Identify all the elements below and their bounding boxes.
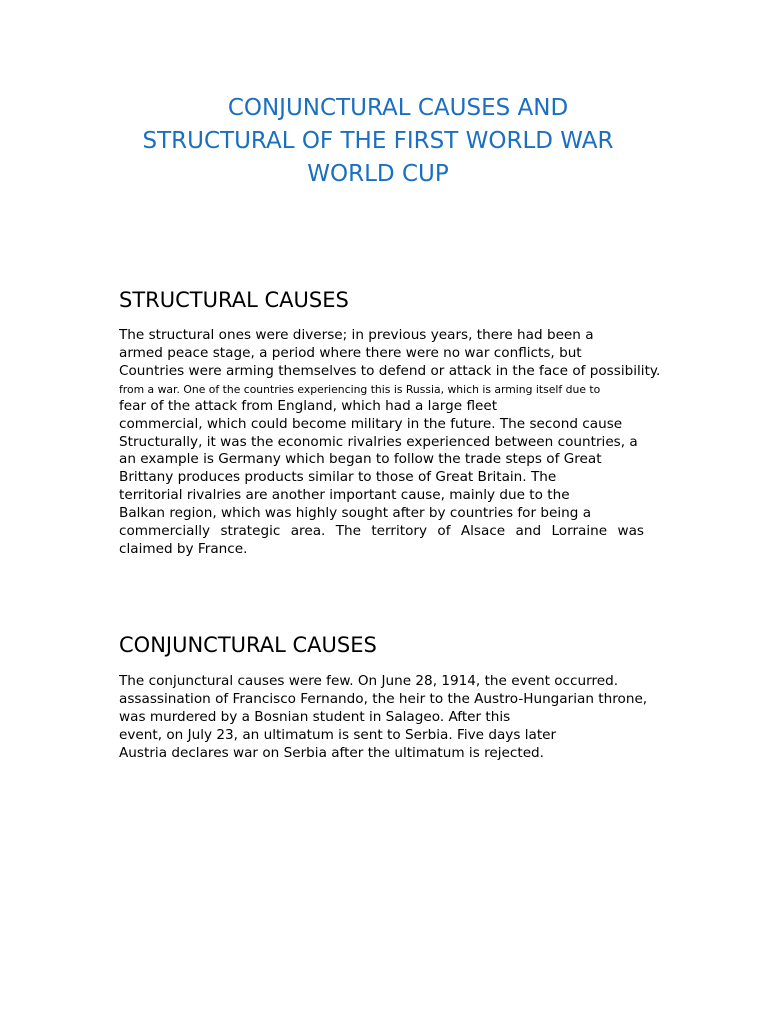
text-line: claimed by France. [119, 540, 248, 557]
text-line: The structural ones were diverse; in previous years, there had been a [119, 327, 594, 343]
text-line: commercially strategic area. The territory of Alsace and Lorraine was [119, 523, 644, 540]
text-line: Structurally, it was the economic rivalries experienced between countries, a [119, 433, 638, 450]
text-line: Balkan region, which was highly sought after by countries for being a [119, 505, 592, 522]
text-line: Countries were arming themselves to defend or attack in the face of possibility. [119, 362, 661, 379]
title-line-1: CONJUNCTURAL CAUSES AND [227, 95, 569, 121]
text-line: from a war. One of the countries experiencing this is Russia, which is arming itself due to [119, 382, 601, 396]
text-line: The conjunctural causes were few. On June 28, 1914, the event occurred. [119, 673, 619, 689]
text-line: fear of the attack from England, which had a large fleet [119, 397, 498, 414]
text-line: was murdered by a Bosnian student in Salageo. After this [119, 708, 511, 725]
text-line: Brittany produces products similar to those of Great Britain. The [119, 469, 557, 486]
text-line: armed peace stage, a period where there were no war conflicts, but [119, 344, 582, 361]
title-line-2: STRUCTURAL OF THE FIRST WORLD WAR [142, 128, 614, 154]
text-line: territorial rivalries are another important cause, mainly due to the [119, 487, 570, 504]
text-line: Austria declares war on Serbia after the ultimatum is rejected. [119, 744, 545, 761]
title-line-3: WORLD CUP [307, 161, 449, 187]
text-line: commercial, which could become military in the future. The second cause [119, 415, 623, 432]
text-line: event, on July 23, an ultimatum is sent to Serbia. Five days later [119, 726, 557, 743]
document-title [100, 92, 656, 191]
section-heading-structural: STRUCTURAL CAUSES [119, 288, 349, 312]
section-body-conjunctural [119, 673, 648, 763]
section-heading-conjunctural: CONJUNCTURAL CAUSES [119, 633, 377, 657]
section-body-structural [119, 327, 661, 559]
text-line: an example is Germany which began to follow the trade steps of Great [119, 451, 602, 468]
text-line: assassination of Francisco Fernando, the heir to the Austro-Hungarian throne, [119, 690, 648, 707]
